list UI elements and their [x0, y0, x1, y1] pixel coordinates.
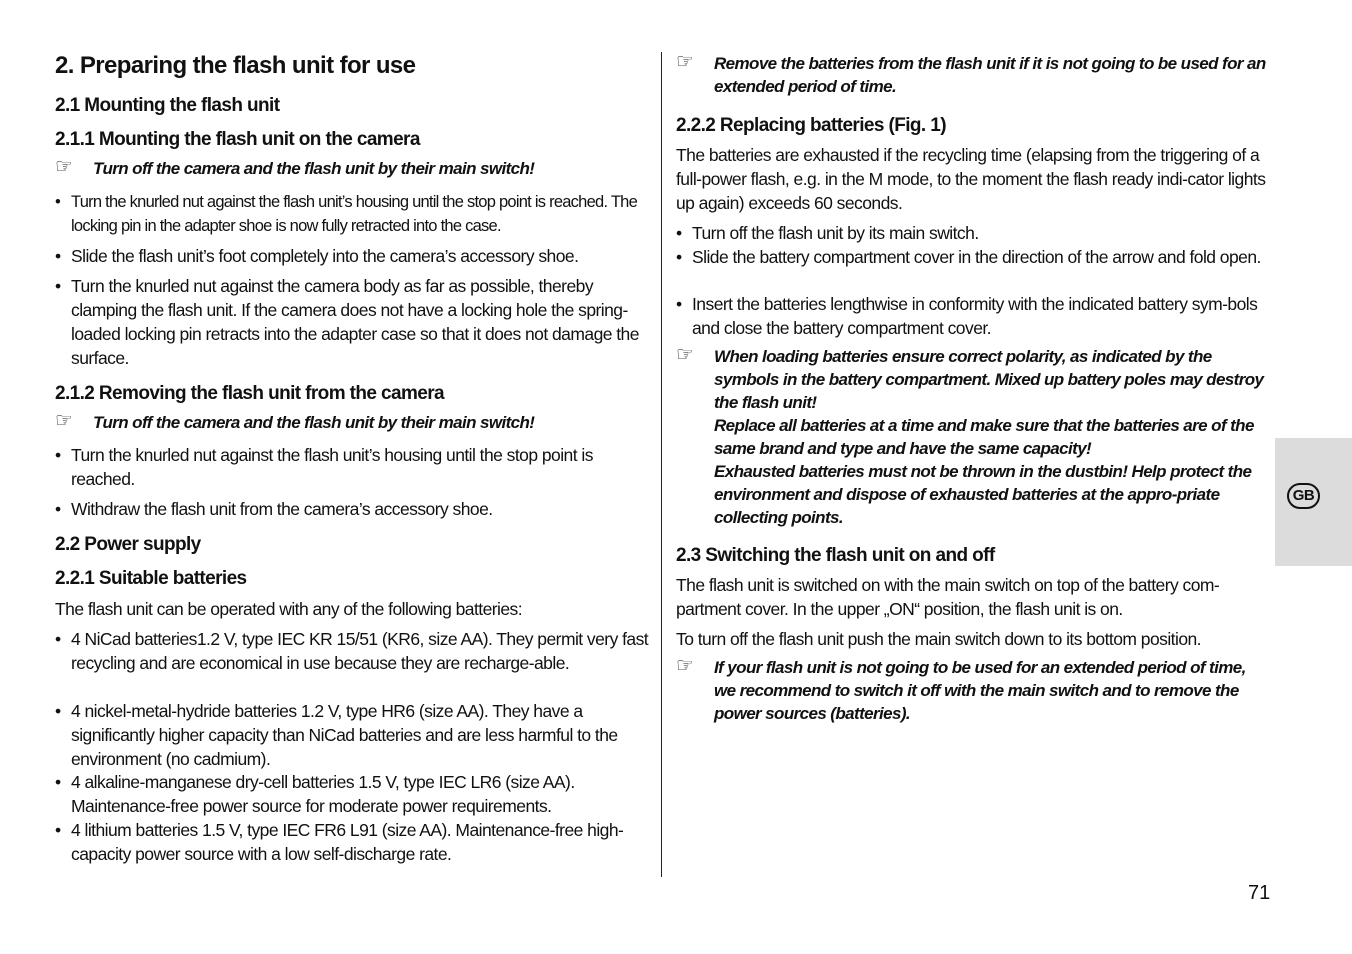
paragraph: To turn off the flash unit push the main switch down to its bottom position.: [676, 629, 1201, 649]
pointing-hand-icon: ☞: [55, 156, 73, 178]
bullet-icon: •: [55, 499, 61, 519]
language-tab: [1275, 438, 1352, 566]
list-item: [676, 245, 1271, 269]
note-text: Turn off the camera and the flash unit by their main switch!: [93, 413, 535, 432]
list-item-text: Turn the knurled nut against the flash unit’s housing until the stop point is reached.: [71, 445, 593, 489]
list-item-text: 4 alkaline-manganese dry-cell batteries 1.5 V, type IEC LR6 (size AA). Maintenance-free power source for moderate power requirements.: [71, 772, 575, 816]
bullet-icon: •: [55, 701, 61, 721]
bullet-icon: •: [55, 246, 61, 266]
note-text: Remove the batteries from the flash unit if it is not going to be used for an extended period of time.: [714, 54, 1266, 96]
list-item-text: 4 nickel-metal-hydride batteries 1.2 V, type HR6 (size AA). They have a significantly higher capacity than NiCad batteries and are less harmful to the environment (no cadmium).: [71, 701, 618, 769]
note-text: If your flash unit is not going to be used for an extended period of time, we recommend to switch it off with the main switch and to remove the power sources (batteries).: [714, 658, 1246, 723]
heading-2-1: 2.1 Mounting the flash unit: [55, 95, 280, 116]
pointing-hand-icon: ☞: [676, 51, 694, 73]
list-item: [676, 292, 1271, 340]
bullet-icon: •: [676, 223, 682, 243]
note-switch-off: [676, 656, 1271, 725]
note-turn-off-2: [55, 411, 655, 434]
column-divider: [661, 52, 662, 877]
heading-2-2-1: 2.2.1 Suitable batteries: [55, 568, 247, 589]
list-item-text: Turn the knurled nut against the camera body as far as possible, thereby clamping the flash unit. If the camera does not have a locking hole the spring-loaded locking pin retracts into the adapter case so that it does not damage the surface.: [71, 276, 639, 368]
list-item: [55, 818, 653, 866]
note-text: When loading batteries ensure correct polarity, as indicated by the symbols in the battery compartment. Mixed up battery poles may destroy the flash unit!: [714, 347, 1264, 412]
bullet-icon: •: [676, 247, 682, 267]
list-item: [55, 244, 653, 268]
pointing-hand-icon: ☞: [55, 410, 73, 432]
language-badge: GB: [1287, 483, 1320, 509]
list-item-text: 4 NiCad batteries1.2 V, type IEC KR 15/51 (KR6, size AA). They permit very fast recycling and are economical in use because they are recharge-able.: [71, 629, 649, 673]
heading-2-2: 2.2 Power supply: [55, 534, 201, 555]
bullet-icon: •: [55, 772, 61, 792]
page-title: 2. Preparing the flash unit for use: [55, 52, 416, 79]
bullet-icon: •: [55, 193, 61, 211]
list-item-text: Turn off the flash unit by its main switch.: [692, 223, 979, 243]
list-item: [55, 627, 653, 675]
note-text: Replace all batteries at a time and make sure that the batteries are of the same brand and type and have the same capacity!: [714, 416, 1254, 458]
list-item: [55, 770, 653, 818]
list-item-text: Withdraw the flash unit from the camera’s accessory shoe.: [71, 499, 493, 519]
list-item: [55, 190, 653, 238]
list-item-text: Turn the knurled nut against the flash unit’s housing until the stop point is reached. The locking pin in the adapter shoe is now fully retracted into the case.: [71, 193, 638, 235]
list-item: [55, 443, 653, 491]
bullet-icon: •: [55, 629, 61, 649]
heading-2-2-2: 2.2.2 Replacing batteries (Fig. 1): [676, 115, 946, 136]
list-item-text: Slide the battery compartment cover in the direction of the arrow and fold open.: [692, 247, 1261, 267]
list-item: [55, 699, 653, 771]
pointing-hand-icon: ☞: [676, 344, 694, 366]
list-item-text: 4 lithium batteries 1.5 V, type IEC FR6 L91 (size AA). Maintenance-free high-capacity power source with a low self-discharge rate.: [71, 820, 624, 864]
bullet-icon: •: [55, 820, 61, 840]
list-item-text: Slide the flash unit’s foot completely into the camera’s accessory shoe.: [71, 246, 579, 266]
paragraph: The batteries are exhausted if the recycling time (elapsing from the triggering of a full-power flash, e.g. in the M mode, to the moment the flash ready indi-cator lights up again) exceeds 60 seconds.: [676, 145, 1266, 213]
pointing-hand-icon: ☞: [676, 655, 694, 677]
list-item: [55, 274, 653, 370]
list-item: [55, 497, 653, 521]
paragraph: The flash unit can be operated with any of the following batteries:: [55, 599, 523, 619]
note-turn-off-1: [55, 157, 655, 180]
note-text: Turn off the camera and the flash unit by their main switch!: [93, 159, 535, 178]
note-remove-batteries: [676, 52, 1271, 98]
list-item-text: Insert the batteries lengthwise in conformity with the indicated battery sym-bols and close the battery compartment cover.: [692, 294, 1258, 338]
bullet-icon: •: [55, 445, 61, 465]
bullet-icon: •: [55, 276, 61, 296]
heading-2-1-2: 2.1.2 Removing the flash unit from the camera: [55, 383, 444, 404]
list-item: [676, 221, 1271, 245]
note-text: Exhausted batteries must not be thrown in the dustbin! Help protect the environment and dispose of exhausted batteries at the appro-priate collecting points.: [714, 462, 1252, 527]
bullet-icon: •: [676, 294, 682, 314]
heading-2-1-1: 2.1.1 Mounting the flash unit on the camera: [55, 129, 420, 150]
heading-2-3: 2.3 Switching the flash unit on and off: [676, 545, 995, 566]
page-number: 71: [1248, 882, 1271, 904]
note-battery-warnings: [676, 345, 1271, 529]
paragraph: The flash unit is switched on with the main switch on top of the battery com-partment cover. In the upper „ON“ position, the flash unit is on.: [676, 575, 1220, 619]
